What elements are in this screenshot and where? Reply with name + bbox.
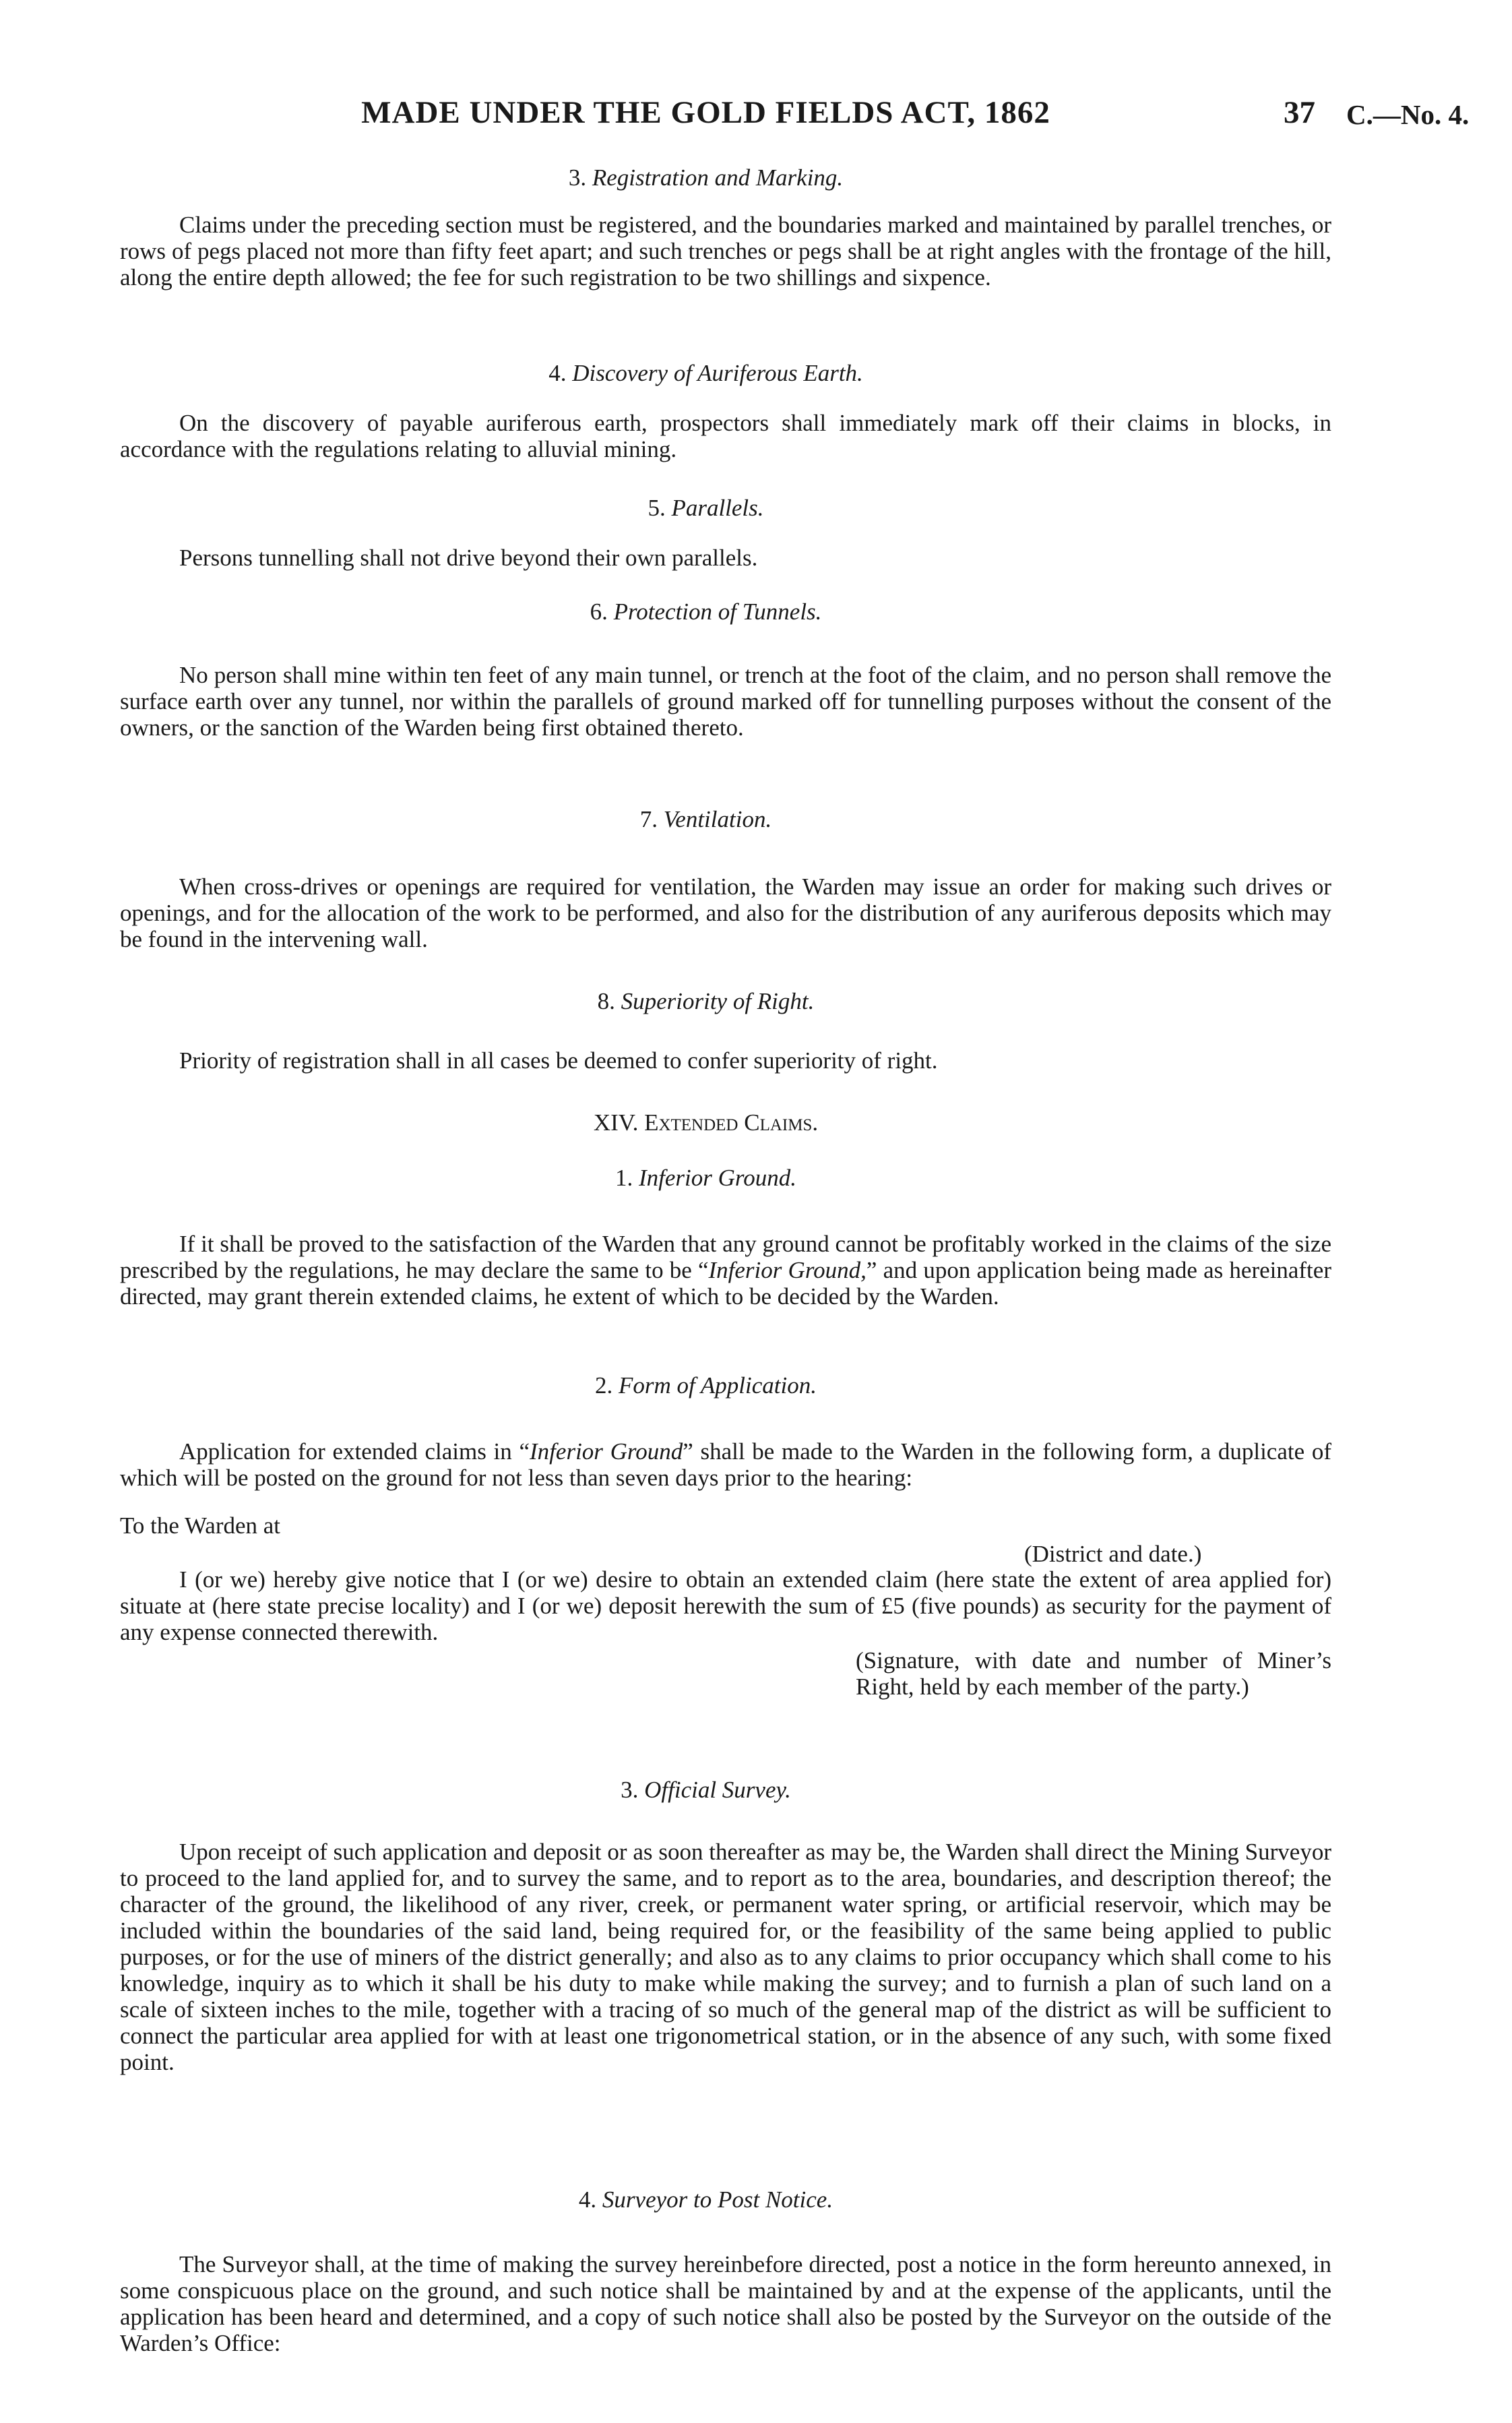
section-heading-parallels [0,495,1412,522]
form-addressee: To the Warden at [120,1512,281,1539]
section-title: Form of Application. [619,1372,817,1399]
paragraph-parallels: Persons tunnelling shall not drive beyond their own parallels. [179,545,758,571]
paragraph-text: ” shall be made to the Warden in the following form, a duplicate of which will be posted on the ground for not less than seven days prior to the hearing: [120,1438,1331,1491]
section-number: 4. [578,2186,597,2213]
section-heading-protection [0,599,1412,625]
paragraph-text: If it shall be proved to the satisfaction of the Warden that any ground cannot be profitably worked in the claims of the size prescribed by the regulations, he may declare the same to be “ [120,1231,1331,1283]
section-heading-superiority [0,988,1412,1015]
section-heading-form-of-application [0,1372,1412,1399]
page-number: 37 [1284,95,1315,130]
paragraph-text: Application for extended claims in “ [179,1438,530,1465]
section-heading-inferior-ground [0,1165,1412,1192]
paragraph-inferior-ground [120,1231,1331,1310]
section-title: Superiority of Right. [621,988,815,1014]
section-title: Surveyor to Post Notice. [602,2186,833,2213]
section-title: Parallels. [671,495,764,521]
section-heading-post-notice [0,2186,1412,2213]
paragraph-ventilation: When cross-drives or openings are required for ventilation, the Warden may issue an order for making such drives or openings, and for the allocation of the work to be performed, and also for the distribution of any auriferous deposits which may be found in the intervening wall. [120,873,1331,952]
paragraph-discovery: On the discovery of payable auriferous earth, prospectors shall immediately mark off their claims in blocks, in accordance with the regulations relating to alluvial mining. [120,410,1331,462]
paragraph-italic-term: Inferior Ground, [708,1257,867,1283]
section-number: 4. [548,360,567,386]
section-number: 3. [621,1777,639,1803]
paragraph-protection: No person shall mine within ten feet of any main tunnel, or trench at the foot of the claim, and no person shall remove the surface earth over any tunnel, nor within the parallels of ground marked off for tunnelling purposes without the consent of the owners, or the sanction of the Warden being first obtained thereto. [120,662,1331,741]
paragraph-form-of-application [120,1438,1331,1491]
form-signature-note: (Signature, with date and number of Miner’s Right, held by each member of the party.) [856,1647,1331,1700]
section-number: 3. [568,164,587,191]
paragraph-superiority: Priority of registration shall in all cases be deemed to confer superiority of right. [179,1047,938,1074]
form-district-date: (District and date.) [1024,1541,1202,1567]
section-heading-official-survey [0,1777,1412,1804]
section-number: 6. [590,599,608,625]
section-heading-discovery [0,360,1412,387]
section-number: 7. [639,806,658,832]
document-number: C.—No. 4. [1346,99,1470,130]
section-heading-registration [0,164,1412,191]
section-number: 1. [615,1165,633,1191]
section-number: 8. [597,988,615,1014]
section-title: Inferior Ground. [639,1165,796,1191]
running-header-title: MADE UNDER THE GOLD FIELDS ACT, 1862 [361,95,1050,130]
paragraph-italic-term: Inferior Ground [530,1438,683,1465]
part-heading-extended-claims: XIV. Extended Claims. [593,1109,819,1136]
section-heading-ventilation [0,806,1412,833]
section-title: Discovery of Auriferous Earth. [572,360,863,386]
section-title: Ventilation. [663,806,772,832]
paragraph-registration: Claims under the preceding section must be registered, and the boundaries marked and maintained by parallel trenches, or rows of pegs placed not more than fifty feet apart; and such trenches or pegs shall be at right angles with the frontage of the hill, along the entire depth allowed; the fee for such registration to be two shillings and sixpence. [120,212,1331,290]
section-title: Official Survey. [644,1777,791,1803]
section-number: 2. [595,1372,613,1399]
paragraph-text: ” and upon application being made as hereinafter directed, may grant therein extended claims, he extent of which to be decided by the Warden. [120,1257,1331,1310]
section-number: 5. [648,495,666,521]
paragraph-official-survey: Upon receipt of such application and deposit or as soon thereafter as may be, the Warden shall direct the Mining Surveyor to proceed to the land applied for, and to survey the same, and to report as to the area, boundaries, and description thereof; the character of the ground, the likelihood of any river, creek, or permanent water spring, or artificial reservoir, which may be included within the boundaries of the said land, being required for, or the feasibility of the same being applied to public purposes, or for the use of miners of the district generally; and also as to any claims to prior occupancy which shall come to his knowledge, inquiry as to which it shall be his duty to make while making the survey; and to furnish a plan of such land on a scale of sixteen inches to the mile, together with a tracing of so much of the general map of the district as will be sufficient to connect the particular area applied for with at least one trigonometrical station, or in the absence of any such, with some fixed point. [120,1839,1331,2075]
section-title: Protection of Tunnels. [613,599,822,625]
paragraph-post-notice: The Surveyor shall, at the time of making the survey hereinbefore directed, post a notice in the form hereunto annexed, in some conspicuous place on the ground, and such notice shall be maintained by and at the expense of the applicants, until the application has been heard and determined, and a copy of such notice shall also be posted by the Surveyor on the outside of the Warden’s Office: [120,2251,1331,2356]
form-notice-body: I (or we) hereby give notice that I (or we) desire to obtain an extended claim (here state the extent of area applied for) situate at (here state precise locality) and I (or we) deposit herewith the sum of £5 (five pounds) as security for the payment of any expense connected therewith. [120,1566,1331,1645]
section-title: Registration and Marking. [592,164,844,191]
